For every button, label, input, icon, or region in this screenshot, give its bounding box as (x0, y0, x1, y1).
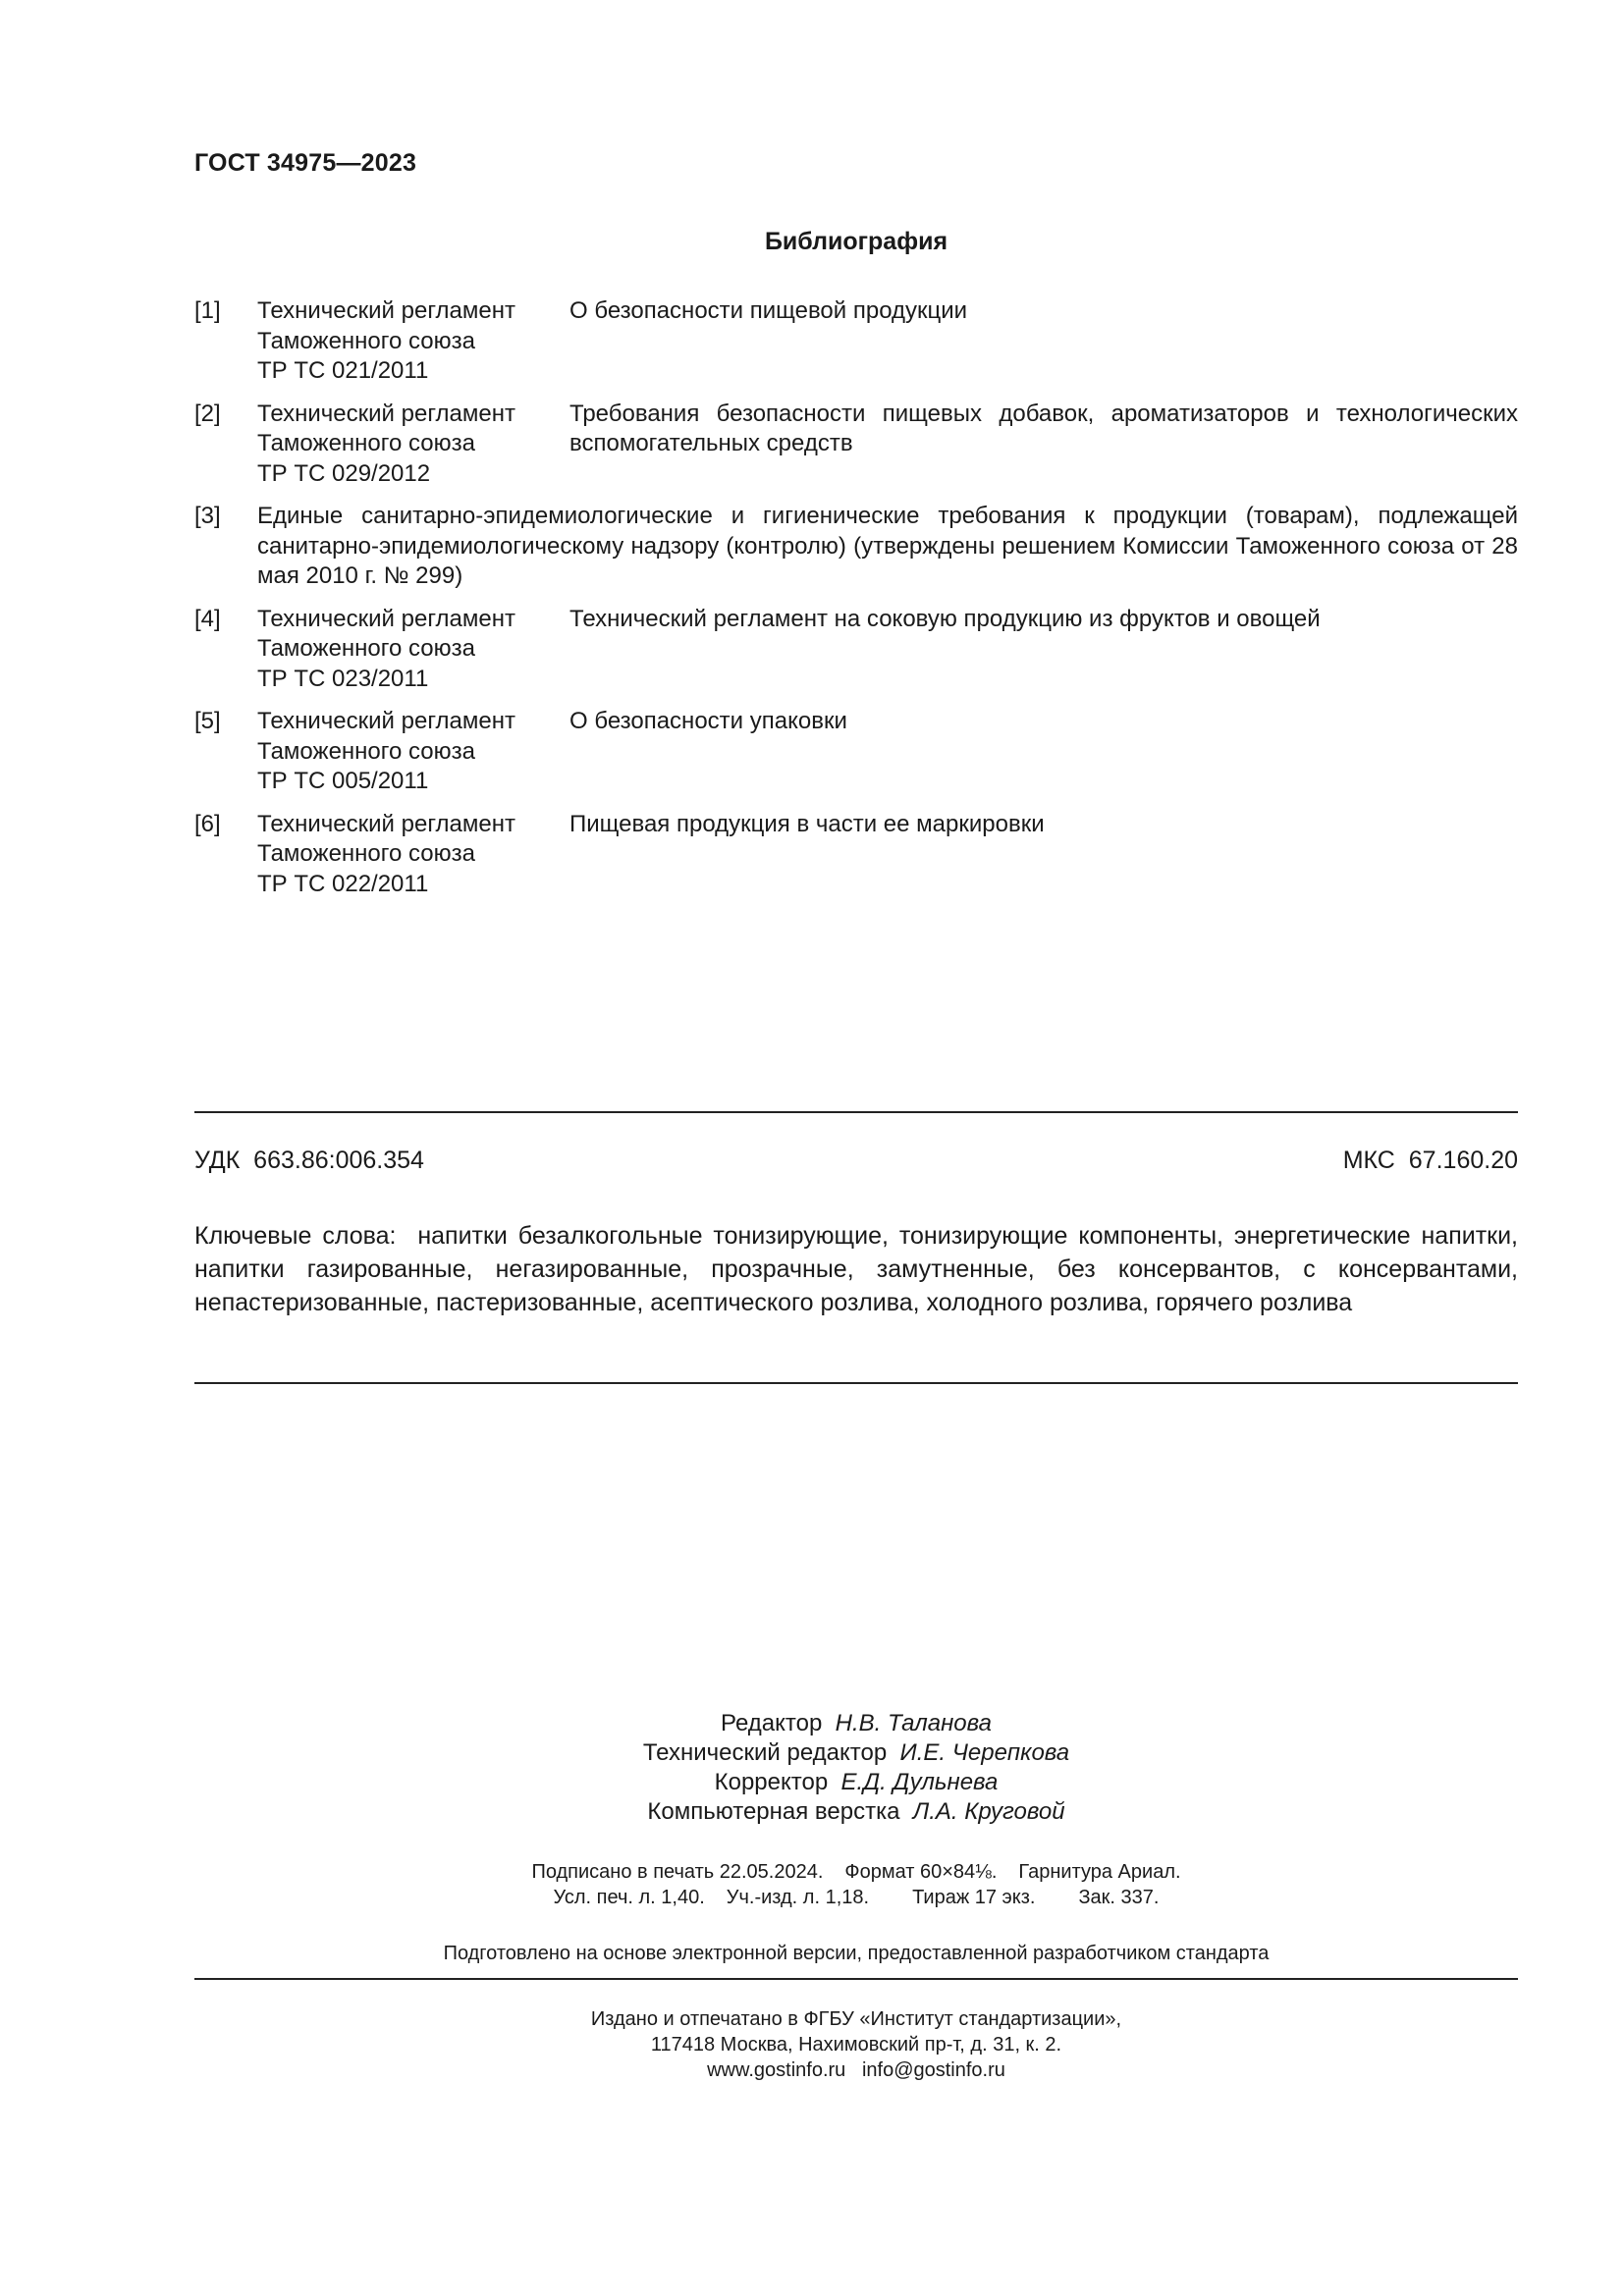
credit-line (194, 1709, 1518, 1738)
source-line: Технический регламент (257, 297, 515, 324)
signed-date: Подписано в печать 22.05.2024. (531, 1861, 824, 1883)
udk-label: УДК (194, 1147, 241, 1174)
credit-role: Компьютерная верстка (647, 1798, 900, 1825)
mks-code (1343, 1147, 1518, 1175)
bibliography-entry (194, 605, 1518, 695)
credit-role: Корректор (714, 1769, 829, 1795)
bibliography-entry (194, 296, 1518, 387)
divider (194, 1382, 1518, 1384)
credit-line (194, 1768, 1518, 1797)
entry-number: [6] (194, 810, 221, 837)
divider (194, 1111, 1518, 1113)
bibliography-entry (194, 502, 1518, 592)
print-sheets: Усл. печ. л. 1,40. (553, 1887, 705, 1908)
entry-title: О безопасности пищевой продукции (569, 297, 968, 324)
source-line: Таможенного союза (257, 635, 475, 662)
circulation: Тираж 17 экз. (912, 1887, 1036, 1908)
mks-value: 67.160.20 (1408, 1147, 1518, 1174)
entry-number: [1] (194, 297, 221, 324)
print-info-line (194, 1859, 1518, 1885)
bibliography-entry (194, 810, 1518, 900)
source-line: Таможенного союза (257, 737, 475, 765)
website-link[interactable]: www.gostinfo.ru (707, 2059, 846, 2081)
source-line: Технический регламент (257, 605, 515, 632)
source-line: ТР ТС 023/2011 (257, 665, 429, 692)
publication-sheets: Уч.-изд. л. 1,18. (726, 1887, 870, 1908)
source-line: Технический регламент (257, 400, 515, 427)
entry-source (257, 296, 552, 387)
publisher-contacts (194, 2057, 1518, 2083)
prepared-note: Подготовлено на основе электронной версии, предоставленной разработчиком стандарта (443, 1943, 1270, 1964)
bibliography-title: Библиография (764, 228, 948, 255)
entry-number: [2] (194, 400, 221, 427)
credit-role: Редактор (721, 1710, 823, 1736)
keywords-label: Ключевые слова: (194, 1222, 397, 1250)
entry-title: Требования безопасности пищевых добавок, ароматизаторов и технологических вспомогательных средств (569, 400, 1518, 456)
order-number: Зак. 337. (1078, 1887, 1160, 1908)
source-line: ТР ТС 021/2011 (257, 357, 429, 384)
print-info-line (194, 1885, 1518, 1910)
entry-source (257, 707, 552, 797)
source-line: Технический регламент (257, 810, 515, 837)
keywords-block (194, 1219, 1518, 1319)
credit-name: Е.Д. Дульнева (840, 1769, 999, 1795)
entry-source (257, 605, 552, 695)
source-line: Таможенного союза (257, 327, 475, 354)
publisher-block (194, 2006, 1518, 2083)
entry-source (257, 810, 552, 900)
entry-number: [5] (194, 708, 221, 734)
source-line: Технический регламент (257, 708, 515, 734)
entry-title: Технический регламент на соковую продукцию из фруктов и овощей (569, 605, 1321, 632)
credit-line (194, 1797, 1518, 1827)
source-line: Таможенного союза (257, 430, 475, 456)
entry-number: [4] (194, 605, 221, 632)
publisher-line: Издано и отпечатано в ФГБУ «Институт стандартизации», (590, 2008, 1122, 2030)
credit-name: Л.А. Круговой (912, 1798, 1065, 1825)
bibliography-entry (194, 400, 1518, 490)
typeface: Гарнитура Ариал. (1018, 1861, 1181, 1883)
entry-title: Пищевая продукция в части ее маркировки (569, 810, 1045, 837)
bibliography-entry (194, 707, 1518, 797)
email-link[interactable]: info@gostinfo.ru (861, 2059, 1005, 2081)
udk-value: 663.86:006.354 (253, 1147, 424, 1174)
source-line: ТР ТС 022/2011 (257, 870, 429, 897)
bibliography-list (194, 296, 1518, 912)
source-line: Таможенного союза (257, 840, 475, 867)
credits-block (194, 1709, 1518, 1827)
credit-role: Технический редактор (642, 1739, 888, 1766)
publisher-address: 117418 Москва, Нахимовский пр-т, д. 31, к. 2. (650, 2034, 1062, 2056)
udk-code (194, 1147, 424, 1175)
paper-format: Формат 60×84⅛. (844, 1861, 998, 1883)
credit-line (194, 1738, 1518, 1768)
keywords-text: напитки безалкогольные тонизирующие, тонизирующие компоненты, энергетические напитки, напитки газированные, негазированные, прозрачные, замутненные, без консервантов, с консервантами, непастеризованные, пастеризованные, асептического розлива, холодного розлива, горячего розлива (194, 1222, 1518, 1316)
entry-title: Единые санитарно-эпидемиологические и гигиенические требования к продукции (товарам), подлежащей санитарно-эпидемиологическому надзору (контролю) (утверждены решением Комиссии Таможенного союза от 28 мая 2010 г. № 299) (257, 503, 1518, 589)
entry-source (257, 400, 552, 490)
credit-name: И.Е. Черепкова (899, 1739, 1070, 1766)
divider (194, 1978, 1518, 1980)
source-line: ТР ТС 005/2011 (257, 768, 429, 794)
print-info (194, 1859, 1518, 1910)
document-code: ГОСТ 34975—2023 (194, 149, 417, 177)
credit-name: Н.В. Таланова (835, 1710, 992, 1736)
entry-number: [3] (194, 503, 221, 529)
source-line: ТР ТС 029/2012 (257, 459, 431, 487)
entry-title: О безопасности упаковки (569, 708, 847, 734)
mks-label: МКС (1342, 1147, 1395, 1174)
